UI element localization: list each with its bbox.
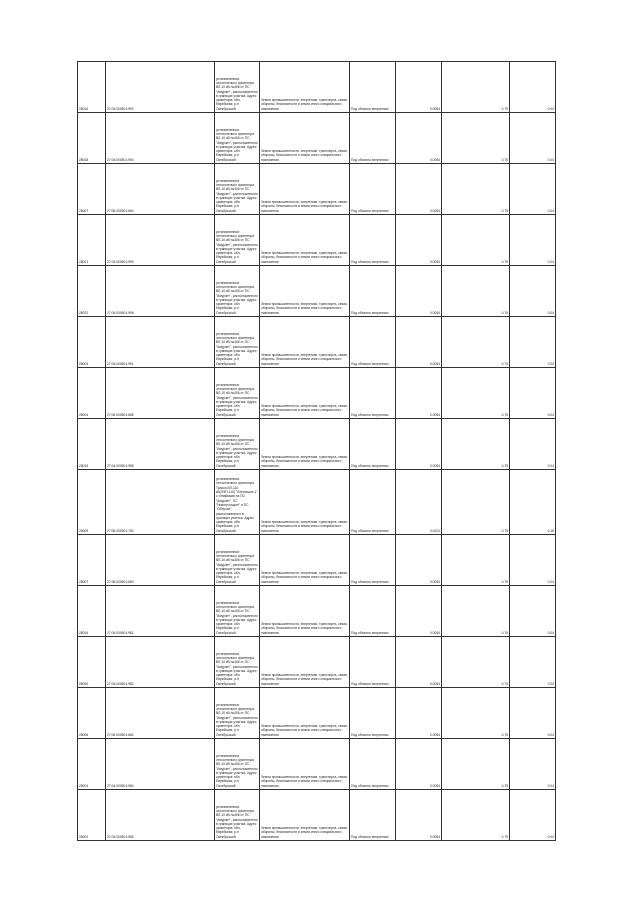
table-row bbox=[78, 419, 556, 470]
cell-land-category: Земли промышленности, энергетики, транспорта, связи, обороны, безопасности и земли иного специального назначения bbox=[260, 317, 350, 368]
cell-object-description: установленных относительно ориентира ВЛ-10 кВ №406 от ПС "Амурзет", расположенного в границах участка. Адрес ориентира: обл. Еврейская, р-н Октябрьский bbox=[215, 215, 260, 266]
cell-permitted-use: Под объекты энергетики bbox=[350, 419, 396, 470]
cell-land-category: Земли промышленности, энергетики, транспорта, связи, обороны, безопасности и земли иного специального назначения bbox=[260, 586, 350, 637]
cell-tax: 0.04 bbox=[510, 586, 556, 637]
cell-permitted-use: Под объекты энергетики bbox=[350, 739, 396, 790]
table-row bbox=[78, 637, 556, 688]
cell-object-description: установленных относительно ориентира ВЛ-10 кВ №406 от ПС "Амурзет", расположенного в границах участка. Адрес ориентира: обл. Еврейская, р-н Октябрьский bbox=[215, 688, 260, 739]
cell-rate: 0.75 bbox=[442, 739, 510, 790]
cell-rate: 0.75 bbox=[442, 266, 510, 317]
cell-permitted-use: Под объекты энергетики bbox=[350, 586, 396, 637]
cell-cadastral-number: 27:04:000501:994 bbox=[106, 113, 215, 164]
cell-tax: 0.04 bbox=[510, 266, 556, 317]
cell-permitted-use: Под объекты энергетики bbox=[350, 62, 396, 113]
cell-id: 28003 bbox=[78, 317, 106, 368]
cell-land-category: Земли промышленности, энергетики, транспорта, связи, обороны, безопасности и земли иного специального назначения bbox=[260, 637, 350, 688]
cell-object-description: установленных относительно ориентира ВЛ-10 кВ №406 от ПС "Амурзет", расположенного в границах участка. Адрес ориентира: обл. Еврейская, р-н Октябрьский bbox=[215, 113, 260, 164]
cell-cadastral-number: 27:04:000501:996 bbox=[106, 266, 215, 317]
cell-id: 28004 bbox=[78, 739, 106, 790]
cell-object-description: установленных относительно ориентира ВЛ-10 кВ №406 от ПС "Амурзет", расположенного в границах участка. Адрес ориентира: обл. Еврейская, р-н Октябрьский bbox=[215, 317, 260, 368]
table-row bbox=[78, 164, 556, 215]
cell-cadastral-number: 27:06:000501:683 bbox=[106, 535, 215, 586]
cell-object-description: установленных относительно ориентира ВЛ-10 кВ №406 от ПС "Амурзет", расположенного в границах участка. Адрес ориентира: обл. Еврейская, р-н Октябрьский bbox=[215, 62, 260, 113]
cell-land-category: Земли промышленности, энергетики, транспорта, связи, обороны, безопасности и земли иного специального назначения bbox=[260, 113, 350, 164]
cell-permitted-use: Под объекты энергетики bbox=[350, 688, 396, 739]
cell-cadastral-number: 27:04:000501:982 bbox=[106, 637, 215, 688]
cell-tax: 0.04 bbox=[510, 62, 556, 113]
cell-id: 28007 bbox=[78, 535, 106, 586]
cell-permitted-use: Под объекты энергетики bbox=[350, 266, 396, 317]
cell-id: 28006 bbox=[78, 688, 106, 739]
cell-land-category: Земли промышленности, энергетики, транспорта, связи, обороны, безопасности и земли иного специального назначения bbox=[260, 266, 350, 317]
cell-id: 28018 bbox=[78, 113, 106, 164]
cell-land-category: Земли промышленности, энергетики, транспорта, связи, обороны, безопасности и земли иного специального назначения bbox=[260, 419, 350, 470]
cell-id: 28002 bbox=[78, 790, 106, 841]
cell-object-description: установленных относительно ориентира ВЛ-10 кВ №406 от ПС "Амурзет", расположенного в границах участка. Адрес ориентира: обл. Еврейская, р-н Октябрьский bbox=[215, 586, 260, 637]
table-row bbox=[78, 535, 556, 586]
cell-area: 0.0054 bbox=[396, 317, 442, 368]
cell-object-description: установленных относительно ориентира ВЛ-10 кВ №406 от ПС "Амурзет", расположенного в границах участка. Адрес ориентира: обл. Еврейская, р-н Октябрьский bbox=[215, 368, 260, 419]
cell-rate: 0.75 bbox=[442, 419, 510, 470]
cell-tax: 0.04 bbox=[510, 535, 556, 586]
cell-land-category: Земли промышленности, энергетики, транспорта, связи, обороны, безопасности и земли иного специального назначения bbox=[260, 535, 350, 586]
table-row bbox=[78, 266, 556, 317]
cell-cadastral-number: 27:06:000501:684 bbox=[106, 164, 215, 215]
cell-id: 28016 bbox=[78, 586, 106, 637]
cell-cadastral-number: 27:04:000501:984 bbox=[106, 739, 215, 790]
cell-permitted-use: Под объекты энергетики bbox=[350, 317, 396, 368]
cell-area: 0.0054 bbox=[396, 739, 442, 790]
cell-rate: 0.75 bbox=[442, 586, 510, 637]
cell-cadastral-number: 27:04:000501:995 bbox=[106, 215, 215, 266]
cell-id: 28021 bbox=[78, 215, 106, 266]
cell-rate: 0.75 bbox=[442, 637, 510, 688]
cell-land-category: Земли промышленности, энергетики, транспорта, связи, обороны, безопасности и земли иного специального назначения bbox=[260, 164, 350, 215]
cell-rate: 0.75 bbox=[442, 62, 510, 113]
cell-object-description: установленных относительно ориентира ВЛ-10 кВ №406 от ПС "Амурзет", расположенного в границах участка. Адрес ориентира: обл. Еврейская, р-н Октябрьский bbox=[215, 637, 260, 688]
table-row bbox=[78, 739, 556, 790]
cell-id: 28004 bbox=[78, 368, 106, 419]
cell-rate: 0.75 bbox=[442, 688, 510, 739]
cell-object-description: установленных относительно ориентира ВЛ-10 кВ №406 от ПС "Амурзет", расположенного в границах участка. Адрес ориентира: обл. Еврейская, р-н Октябрьский bbox=[215, 164, 260, 215]
cell-rate: 0.75 bbox=[442, 535, 510, 586]
cell-cadastral-number: 27:04:000501:981 bbox=[106, 586, 215, 637]
table-row bbox=[78, 470, 556, 535]
cell-tax: 0.04 bbox=[510, 164, 556, 215]
table-row bbox=[78, 215, 556, 266]
cell-area: 0.0054 bbox=[396, 637, 442, 688]
cell-cadastral-number: 27:04:000501:998 bbox=[106, 419, 215, 470]
cell-tax: 0.04 bbox=[510, 419, 556, 470]
cell-land-category: Земли промышленности, энергетики, транспорта, связи, обороны, безопасности и земли иного специального назначения bbox=[260, 215, 350, 266]
cell-permitted-use: Под объекты энергетики bbox=[350, 368, 396, 419]
cell-tax: 0.04 bbox=[510, 688, 556, 739]
cell-area: 0.0054 bbox=[396, 113, 442, 164]
cell-area: 0.0054 bbox=[396, 215, 442, 266]
cell-cadastral-number: 27:04:000501:985 bbox=[106, 790, 215, 841]
cell-permitted-use: Под объекты энергетики bbox=[350, 164, 396, 215]
cell-cadastral-number: 27:06:000501:682 bbox=[106, 688, 215, 739]
cell-id: 28007 bbox=[78, 164, 106, 215]
cell-permitted-use: Под объекты энергетики bbox=[350, 215, 396, 266]
table-row bbox=[78, 62, 556, 113]
cell-id: 28015 bbox=[78, 419, 106, 470]
cell-object-description: установленных относительно ориентира ВЛ-10 кВ №406 от ПС "Амурзет", расположенного в границах участка. Адрес ориентира: обл. Еврейская, р-н Октябрьский bbox=[215, 790, 260, 841]
cell-rate: 0.75 bbox=[442, 470, 510, 535]
cell-tax: 0.04 bbox=[510, 637, 556, 688]
cell-land-category: Земли промышленности, энергетики, транспорта, связи, обороны, безопасности и земли иного специального назначения bbox=[260, 368, 350, 419]
cell-tax: 0.04 bbox=[510, 215, 556, 266]
cell-id: 28009 bbox=[78, 470, 106, 535]
cell-area: 0.0054 bbox=[396, 164, 442, 215]
cell-land-category: Земли промышленности, энергетики, транспорта, связи, обороны, безопасности и земли иного специального назначения bbox=[260, 739, 350, 790]
cell-object-description: установленных относительно ориентира ВЛ-10 кВ №406 от ПС "Амурзет", расположенного в границах участка. Адрес ориентира: обл. Еврейская, р-н Октябрьский bbox=[215, 419, 260, 470]
cell-permitted-use: Под объекты энергетики bbox=[350, 535, 396, 586]
cell-rate: 0.75 bbox=[442, 317, 510, 368]
cell-area: 0.0054 bbox=[396, 419, 442, 470]
cell-rate: 0.75 bbox=[442, 164, 510, 215]
cell-land-category: Земли промышленности, энергетики, транспорта, связи, обороны, безопасности и земли иного специального назначения bbox=[260, 688, 350, 739]
cell-cadastral-number: 27:04:000501:993 bbox=[106, 62, 215, 113]
cell-tax: 0.04 bbox=[510, 317, 556, 368]
table-row bbox=[78, 317, 556, 368]
cell-rate: 0.75 bbox=[442, 790, 510, 841]
cell-permitted-use: Под объекты энергетики bbox=[350, 637, 396, 688]
cell-area: 0.0054 bbox=[396, 790, 442, 841]
cell-object-description: установленных относительно ориентира ВЛ-10 кВ №406 от ПС "Амурзет", расположенного в границах участка. Адрес ориентира: обл. Еврейская, р-н Октябрьский bbox=[215, 535, 260, 586]
cell-permitted-use: Под объекты энергетики bbox=[350, 470, 396, 535]
cell-cadastral-number: 27:06:000501:780 bbox=[106, 470, 215, 535]
cell-tax: 0.04 bbox=[510, 368, 556, 419]
cell-land-category: Земли промышленности, энергетики, транспорта, связи, обороны, безопасности и земли иного специального назначения bbox=[260, 790, 350, 841]
table-row bbox=[78, 790, 556, 841]
table-row bbox=[78, 368, 556, 419]
cell-rate: 0.75 bbox=[442, 368, 510, 419]
cell-permitted-use: Под объекты энергетики bbox=[350, 790, 396, 841]
cell-object-description: установленных относительно ориентира ВЛ-10 кВ №406 от ПС "Амурзет", расположенного в границах участка. Адрес ориентира: обл. Еврейская, р-н Октябрьский bbox=[215, 266, 260, 317]
cell-rate: 0.75 bbox=[442, 113, 510, 164]
cell-tax: 0.16 bbox=[510, 470, 556, 535]
table-row bbox=[78, 113, 556, 164]
cell-tax: 0.04 bbox=[510, 739, 556, 790]
cell-id: 28020 bbox=[78, 637, 106, 688]
cell-id: 28016 bbox=[78, 62, 106, 113]
cell-area: 0.0224 bbox=[396, 470, 442, 535]
cell-area: 0.0054 bbox=[396, 688, 442, 739]
cell-object-description: установленных относительно ориентира ВЛ-10 кВ №406 от ПС "Амурзет", расположенного в границах участка. Адрес ориентира: обл. Еврейская, р-н Октябрьский bbox=[215, 739, 260, 790]
cell-cadastral-number: 27:04:000501:991 bbox=[106, 317, 215, 368]
cell-permitted-use: Под объекты энергетики bbox=[350, 113, 396, 164]
cell-area: 0.0054 bbox=[396, 62, 442, 113]
table-row bbox=[78, 688, 556, 739]
table-row bbox=[78, 586, 556, 637]
cell-object-description: установленных относительно ориентира Трасса ВЛ-110 кВ(ЛЭП-110) "Ленинское-1" с отпайками на ПС "Амурзет", ПС "Новотроицкое" и ПС "Облучье", расположенного в границах участка. Адрес ориентира: обл. Еврейская, р-н Октябрьский bbox=[215, 470, 260, 535]
cell-area: 0.0054 bbox=[396, 368, 442, 419]
cell-tax: 0.04 bbox=[510, 113, 556, 164]
cell-land-category: Земли промышленности, энергетики, транспорта, связи, обороны, безопасности и земли иного специального назначения bbox=[260, 470, 350, 535]
cell-id: 28022 bbox=[78, 266, 106, 317]
land-parcels-table bbox=[77, 61, 556, 841]
cell-cadastral-number: 27:06:000501:685 bbox=[106, 368, 215, 419]
cell-area: 0.0054 bbox=[396, 535, 442, 586]
cell-area: 0.0054 bbox=[396, 586, 442, 637]
cell-tax: 0.04 bbox=[510, 790, 556, 841]
cell-land-category: Земли промышленности, энергетики, транспорта, связи, обороны, безопасности и земли иного специального назначения bbox=[260, 62, 350, 113]
cell-rate: 0.75 bbox=[442, 215, 510, 266]
cell-area: 0.0054 bbox=[396, 266, 442, 317]
